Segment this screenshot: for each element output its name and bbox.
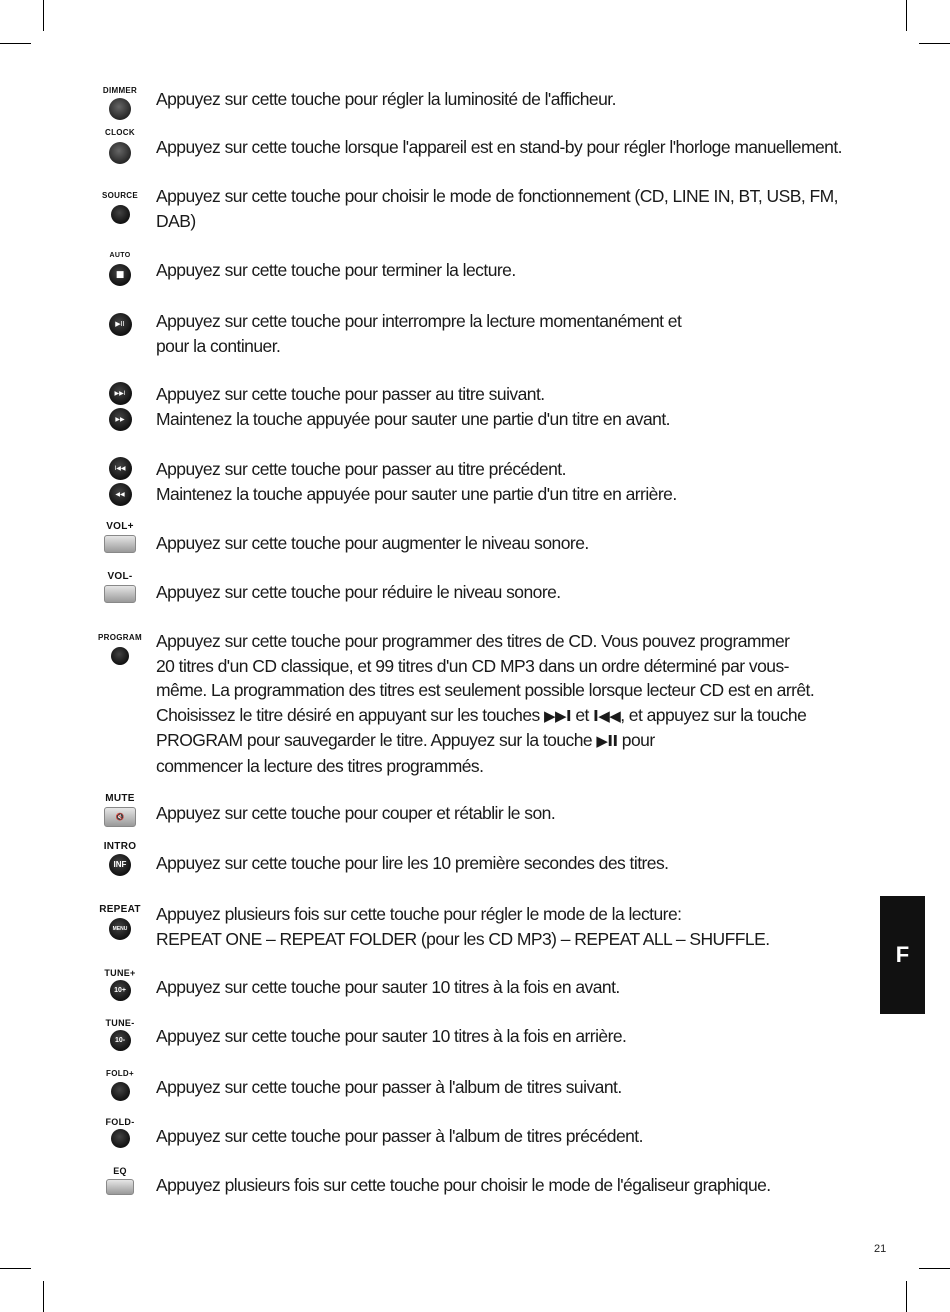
description-line: 20 titres d'un CD classique, et 99 titres d'un CD MP3 dans un ordre déterminé par vous- bbox=[156, 655, 789, 676]
program-button-label: PROGRAM bbox=[98, 633, 142, 642]
description-line: Appuyez sur cette touche pour choisir le mode de fonctionnement (CD, LINE IN, BT, USB, FM, bbox=[156, 186, 838, 206]
skip-back-icon: I◀◀ bbox=[114, 464, 126, 472]
clock-button-icon bbox=[109, 142, 131, 164]
minus-ten-icon: 10- bbox=[114, 1037, 126, 1044]
clock-description bbox=[156, 135, 866, 160]
source-button-label: SOURCE bbox=[101, 191, 139, 200]
tune-up-button-graphic bbox=[94, 968, 146, 1001]
info-icon: INF bbox=[113, 860, 127, 869]
crop-mark bbox=[43, 0, 44, 31]
crop-mark bbox=[919, 43, 950, 44]
description-line: Appuyez sur cette touche pour passer à l'album de titres suivant. bbox=[156, 1077, 622, 1097]
fold-up-button-graphic bbox=[94, 1069, 146, 1101]
skip-forward-icon: ▶▶I bbox=[114, 389, 126, 397]
crop-mark bbox=[919, 1268, 950, 1269]
description-line: Appuyez sur cette touche pour lire les 10 première secondes des titres. bbox=[156, 853, 669, 873]
vol-down-button-icon bbox=[104, 585, 136, 603]
dimmer-button-icon bbox=[109, 98, 131, 120]
repeat-button-label: REPEAT bbox=[99, 904, 141, 915]
description-line: Appuyez sur cette touche pour sauter 10 titres à la fois en arrière. bbox=[156, 1026, 627, 1046]
description-line: Appuyez sur cette touche pour passer au titre suivant. bbox=[156, 384, 545, 404]
tune-down-button-graphic bbox=[94, 1018, 146, 1051]
fold-up-button-icon bbox=[111, 1082, 130, 1101]
description-text: Choisissez le titre désiré en appuyant sur les touches bbox=[156, 704, 540, 725]
description-text: , et appuyez sur la touche bbox=[620, 704, 807, 725]
mute-icon: 🔇 bbox=[115, 813, 125, 821]
fold-down-button-icon bbox=[111, 1129, 130, 1148]
crop-mark bbox=[906, 1281, 907, 1312]
mute-button-icon bbox=[104, 807, 136, 827]
description-line: Appuyez sur cette touche pour sauter 10 titres à la fois en avant. bbox=[156, 977, 620, 997]
description-line: même. La programmation des titres est seulement possible lorsque lecteur CD est en arrêt. bbox=[156, 680, 815, 701]
vol-up-button-graphic bbox=[94, 522, 146, 553]
eq-button-icon bbox=[106, 1179, 134, 1195]
fast-forward-icon: ▶▶ bbox=[115, 415, 125, 423]
vol-down-button-label: VOL- bbox=[107, 571, 133, 582]
description-line: Appuyez sur cette touche pour couper et rétablir le son. bbox=[156, 803, 556, 823]
program-description bbox=[156, 629, 866, 779]
tune-down-button-label: TUNE- bbox=[105, 1018, 135, 1028]
repeat-button-graphic bbox=[94, 905, 146, 940]
description-line: Appuyez sur cette touche pour augmenter le niveau sonore. bbox=[156, 533, 589, 553]
vol-up-button-label: VOL+ bbox=[106, 521, 134, 532]
play-pause-inline-icon: ▶II bbox=[596, 732, 618, 751]
play-pause-description bbox=[156, 309, 866, 358]
description-line: Appuyez sur cette touche pour interrompre la lecture momentanément et bbox=[156, 311, 682, 331]
eq-button-label: EQ bbox=[113, 1166, 127, 1176]
next-button-graphic bbox=[94, 382, 146, 431]
fast-forward-button-icon bbox=[109, 408, 132, 431]
description-line: Appuyez sur cette touche pour régler la luminosité de l'afficheur. bbox=[156, 89, 616, 109]
stop-button-graphic bbox=[94, 251, 146, 286]
source-button-graphic bbox=[94, 191, 146, 224]
source-button-icon bbox=[111, 205, 130, 224]
vol-up-description bbox=[156, 531, 866, 556]
previous-description bbox=[156, 457, 866, 506]
clock-button-graphic bbox=[94, 128, 146, 164]
play-pause-button-graphic bbox=[94, 313, 146, 336]
intro-button-label: INTRO bbox=[103, 841, 137, 852]
description-line: Appuyez sur cette touche pour terminer la lecture. bbox=[156, 260, 516, 280]
play-pause-icon: ▶II bbox=[115, 320, 125, 328]
program-button-icon bbox=[111, 647, 129, 665]
description-line: Maintenez la touche appuyée pour sauter une partie d'un titre en arrière. bbox=[156, 483, 677, 504]
description-text: PROGRAM pour sauvegarder le titre. Appuyez sur la touche bbox=[156, 730, 593, 751]
language-tab-letter: F bbox=[895, 942, 910, 967]
vol-up-button-icon bbox=[104, 535, 136, 553]
rewind-button-icon bbox=[109, 483, 132, 506]
fold-up-description bbox=[156, 1075, 866, 1100]
crop-mark bbox=[43, 1281, 44, 1312]
stop-button-icon bbox=[109, 264, 131, 286]
intro-button-graphic bbox=[94, 842, 146, 876]
eq-description bbox=[156, 1173, 866, 1198]
mute-button-graphic bbox=[94, 794, 146, 827]
description-line: Appuyez sur cette touche pour programmer des titres de CD. Vous pouvez programmer bbox=[156, 631, 790, 651]
description-text: et bbox=[575, 704, 589, 725]
language-tab bbox=[880, 896, 925, 1014]
page-number: 21 bbox=[874, 1243, 887, 1255]
program-button-graphic bbox=[94, 633, 146, 665]
description-line: commencer la lecture des titres programmés. bbox=[156, 755, 484, 776]
dimmer-button-label: DIMMER bbox=[102, 86, 138, 95]
vol-down-button-graphic bbox=[94, 572, 146, 603]
next-description bbox=[156, 382, 866, 431]
fold-down-button-label: FOLD- bbox=[105, 1117, 135, 1127]
rewind-icon: ◀◀ bbox=[115, 490, 125, 498]
stop-description bbox=[156, 258, 866, 283]
tune-down-description bbox=[156, 1024, 866, 1049]
description-line: Appuyez sur cette touche pour passer au titre précédent. bbox=[156, 459, 566, 479]
plus-ten-button-icon bbox=[110, 980, 131, 1001]
crop-mark bbox=[0, 1268, 31, 1269]
skip-forward-inline-icon: ▶▶I bbox=[544, 706, 572, 725]
stop-icon: ■ bbox=[115, 269, 125, 280]
menu-icon: MENU bbox=[112, 925, 128, 932]
fold-down-description bbox=[156, 1124, 866, 1149]
source-description bbox=[156, 184, 866, 233]
fold-down-button-graphic bbox=[94, 1117, 146, 1148]
description-line-with-icons bbox=[156, 703, 866, 729]
previous-button-graphic bbox=[94, 457, 146, 506]
intro-description bbox=[156, 851, 866, 876]
menu-button-icon bbox=[109, 918, 131, 940]
description-text: pour bbox=[621, 730, 655, 751]
description-line: Appuyez plusieurs fois sur cette touche pour régler le mode de la lecture: bbox=[156, 904, 682, 924]
skip-back-inline-icon: I◀◀ bbox=[593, 706, 621, 725]
vol-down-description bbox=[156, 580, 866, 605]
info-button-icon bbox=[109, 854, 131, 876]
tune-up-button-label: TUNE+ bbox=[104, 968, 136, 978]
auto-button-label: AUTO bbox=[109, 252, 131, 259]
play-pause-button-icon bbox=[109, 313, 132, 336]
repeat-description bbox=[156, 902, 866, 951]
description-line: REPEAT ONE – REPEAT FOLDER (pour les CD MP3) – REPEAT ALL – SHUFFLE. bbox=[156, 928, 770, 949]
clock-button-label: CLOCK bbox=[105, 128, 135, 137]
dimmer-description bbox=[156, 87, 866, 112]
crop-mark bbox=[906, 0, 907, 31]
minus-ten-button-icon bbox=[110, 1030, 131, 1051]
description-line-with-icons bbox=[156, 728, 866, 754]
mute-description bbox=[156, 801, 866, 826]
previous-track-button-icon bbox=[109, 457, 132, 480]
description-line: pour la continuer. bbox=[156, 335, 281, 356]
description-line: Maintenez la touche appuyée pour sauter une partie d'un titre en avant. bbox=[156, 408, 670, 429]
crop-mark bbox=[0, 43, 31, 44]
fold-up-button-label: FOLD+ bbox=[106, 1069, 134, 1078]
next-track-button-icon bbox=[109, 382, 132, 405]
description-line: DAB) bbox=[156, 210, 196, 231]
eq-button-graphic bbox=[94, 1166, 146, 1195]
description-line: Appuyez plusieurs fois sur cette touche pour choisir le mode de l'égaliseur graphique. bbox=[156, 1175, 771, 1195]
description-line: Appuyez sur cette touche pour passer à l'album de titres précédent. bbox=[156, 1126, 643, 1146]
dimmer-button-graphic bbox=[94, 86, 146, 120]
plus-ten-icon: 10+ bbox=[114, 987, 126, 994]
mute-button-label: MUTE bbox=[105, 793, 135, 804]
description-line: Appuyez sur cette touche lorsque l'appareil est en stand-by pour régler l'horloge manuellement. bbox=[156, 137, 842, 157]
description-line: Appuyez sur cette touche pour réduire le niveau sonore. bbox=[156, 582, 561, 602]
tune-up-description bbox=[156, 975, 866, 1000]
